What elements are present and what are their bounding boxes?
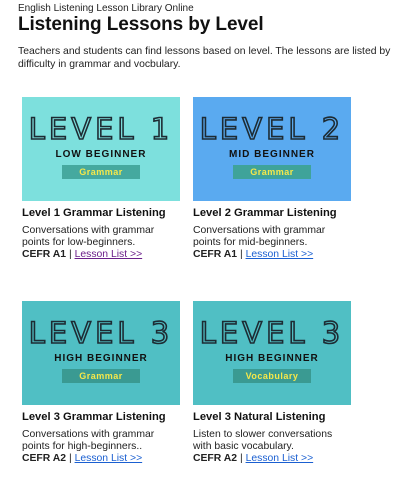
lesson-list-link[interactable]: Lesson List >> — [245, 249, 314, 260]
cefr-level: CEFR A1 — [193, 249, 238, 260]
banner-tag: Grammar — [62, 369, 140, 383]
banner-tag: Vocabulary — [233, 369, 311, 383]
level3-grammar-banner[interactable] — [22, 301, 180, 405]
lesson-list-link[interactable]: Lesson List >> — [245, 453, 314, 464]
lesson-list-link[interactable]: Lesson List >> — [74, 453, 143, 464]
card-meta — [22, 453, 180, 465]
card-title: Level 3 Grammar Listening — [22, 411, 166, 423]
lesson-card-level3-natural — [193, 301, 351, 465]
card-description: Conversations with grammar points for mid-beginners. — [193, 225, 326, 248]
page-title: Listening Lessons by Level — [18, 14, 264, 35]
card-description: Conversations with grammar points for low-beginners. — [22, 225, 155, 248]
level1-grammar-banner[interactable] — [22, 97, 180, 201]
meta-separator: | — [239, 249, 243, 260]
banner-level-text: LEVEL 2 — [199, 112, 345, 146]
card-meta — [193, 453, 351, 465]
banner-level-text: LEVEL 3 — [28, 316, 174, 350]
level2-grammar-banner[interactable] — [193, 97, 351, 201]
meta-separator: | — [239, 453, 243, 464]
card-meta — [193, 249, 351, 261]
banner-level-text: LEVEL 1 — [28, 112, 174, 146]
banner-subtitle: LOW BEGINNER — [55, 149, 147, 160]
intro-text: Teachers and students can find lessons based on level. The lessons are listed by difficulty in grammar and vocbulary. — [18, 46, 391, 70]
banner-tag: Grammar — [233, 165, 311, 179]
card-meta — [22, 249, 180, 261]
banner-tag: Grammar — [62, 165, 140, 179]
banner-subtitle: HIGH BEGINNER — [54, 353, 148, 364]
banner-level-text: LEVEL 3 — [199, 316, 345, 350]
lesson-card-level1-grammar — [22, 97, 180, 261]
card-title: Level 3 Natural Listening — [193, 411, 326, 423]
level3-vocabulary-banner[interactable] — [193, 301, 351, 405]
cefr-level: CEFR A1 — [22, 249, 67, 260]
cefr-level: CEFR A2 — [193, 453, 238, 464]
lesson-card-level3-grammar — [22, 301, 180, 465]
card-title: Level 2 Grammar Listening — [193, 207, 337, 219]
meta-separator: | — [68, 249, 72, 260]
lesson-list-link[interactable]: Lesson List >> — [74, 249, 143, 260]
cefr-level: CEFR A2 — [22, 453, 67, 464]
card-description: Listen to slower conversations with basic vocabulary. — [193, 429, 333, 452]
lesson-card-level2-grammar — [193, 97, 351, 261]
site-name: English Listening Lesson Library Online — [18, 3, 194, 14]
banner-subtitle: HIGH BEGINNER — [225, 353, 319, 364]
card-title: Level 1 Grammar Listening — [22, 207, 166, 219]
meta-separator: | — [68, 453, 72, 464]
card-description: Conversations with grammar points for high-beginners.. — [22, 429, 155, 452]
banner-subtitle: MID BEGINNER — [229, 149, 315, 160]
